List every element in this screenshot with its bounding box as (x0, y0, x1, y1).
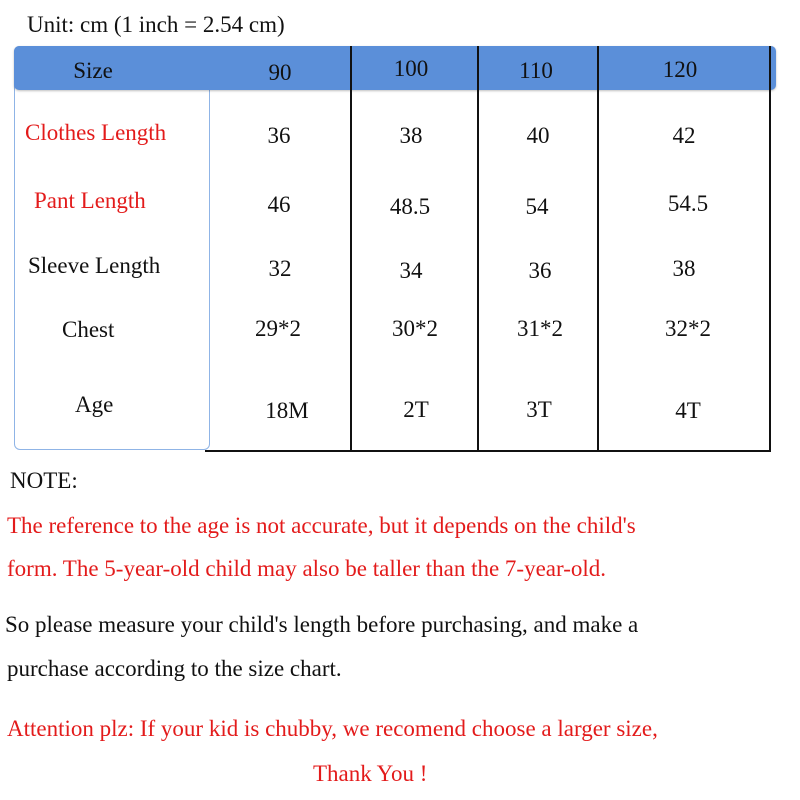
row-label-sleeve-length: Sleeve Length (28, 253, 161, 278)
table-cell: 34 (399, 258, 423, 283)
row-label-pant-length: Pant Length (34, 188, 146, 213)
table-cell: 42 (672, 123, 696, 148)
table-cell: 40 (526, 123, 550, 148)
table-cell: 54.5 (667, 191, 709, 216)
table-cell: 3T (526, 397, 552, 422)
row-label-age: Age (75, 392, 114, 417)
table-cell: 36 (267, 123, 291, 148)
table-cell: 36 (528, 258, 552, 283)
note-black-line-1: So please measure your child's length before purchasing, and make a (5, 612, 639, 637)
header-col-90: 90 (268, 60, 292, 85)
table-cell: 32 (268, 256, 292, 281)
header-col-110: 110 (519, 58, 553, 83)
unit-note: Unit: cm (1 inch = 2.54 cm) (27, 12, 285, 37)
table-cell: 2T (403, 397, 429, 422)
table-cell: 48.5 (389, 194, 431, 219)
header-col-120: 120 (662, 57, 698, 82)
table-bottom-border (205, 450, 771, 452)
note-red-line-2: form. The 5-year-old child may also be taller than the 7-year-old. (7, 556, 606, 581)
table-cell: 31*2 (517, 316, 563, 341)
table-cell: 30*2 (392, 316, 438, 341)
column-divider (597, 46, 599, 452)
attention-note: Attention plz: If your kid is chubby, we recomend choose a larger size, (7, 716, 658, 741)
table-cell: 46 (267, 192, 291, 217)
column-divider (477, 46, 479, 452)
table-cell: 38 (672, 256, 696, 281)
row-label-clothes-length: Clothes Length (25, 120, 167, 145)
header-col-100: 100 (393, 56, 429, 81)
table-cell: 18M (265, 398, 309, 423)
note-black-line-2: purchase according to the size chart. (7, 656, 342, 681)
row-label-column (14, 46, 210, 450)
table-cell: 32*2 (665, 316, 711, 341)
table-cell: 29*2 (255, 316, 301, 341)
table-cell: 38 (399, 123, 423, 148)
note-red-line-1: The reference to the age is not accurate, but it depends on the child's (7, 513, 636, 538)
thanks-note: Thank You ! (313, 761, 428, 786)
table-cell: 4T (675, 398, 701, 423)
column-divider (350, 46, 352, 452)
header-size-label: Size (73, 58, 113, 83)
table-right-border (769, 46, 771, 452)
note-heading: NOTE: (10, 468, 78, 493)
row-label-chest: Chest (62, 317, 115, 342)
table-cell: 54 (525, 194, 549, 219)
